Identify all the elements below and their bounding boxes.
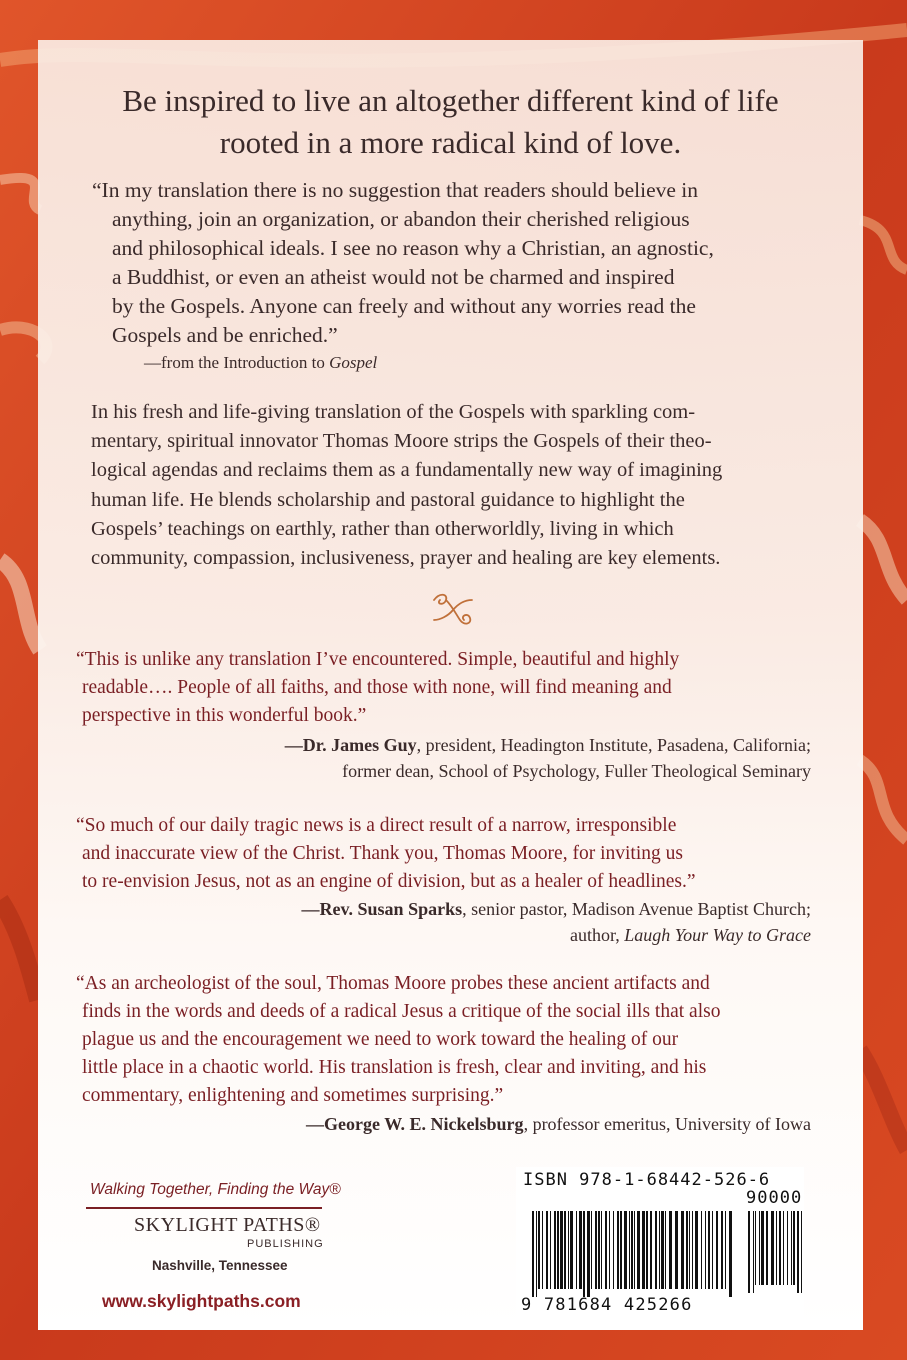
barcode-bar	[587, 1211, 590, 1297]
barcode-bar	[695, 1211, 698, 1289]
barcode-bar	[708, 1211, 710, 1289]
barcode-bar	[560, 1211, 563, 1289]
headline-line-2: rooted in a more radical kind of love.	[219, 125, 682, 160]
quote-line: a Buddhist, or even an atheist would not be charmed and inspired	[112, 265, 675, 289]
endorser-name: George W. E. Nickelsburg	[324, 1114, 524, 1134]
publisher-website-link[interactable]: www.skylightpaths.com	[102, 1291, 301, 1311]
barcode-bar	[771, 1211, 774, 1285]
endorsement-line: commentary, enlightening and sometimes surprising.”	[82, 1085, 504, 1106]
attr-dash: —	[306, 1114, 325, 1134]
barcode-bar	[755, 1211, 756, 1285]
endorsement-line: finds in the words and deeds of a radical Jesus a critique of the social ills that also	[82, 1001, 721, 1022]
barcode-bar	[613, 1211, 614, 1289]
barcode-bar	[542, 1211, 543, 1289]
barcode-bar	[725, 1211, 726, 1289]
barcode-bar	[601, 1211, 602, 1289]
barcode-bar	[761, 1211, 764, 1285]
price-barcode	[748, 1211, 802, 1293]
endorser-name: Rev. Susan Sparks	[319, 899, 463, 919]
barcode-bar	[686, 1211, 688, 1289]
barcode-bar	[609, 1211, 610, 1289]
barcode-bar	[605, 1211, 607, 1289]
barcode-bar	[637, 1211, 640, 1289]
headline	[38, 80, 863, 164]
quote-line: Gospels and be enriched.”	[112, 323, 338, 347]
ean-barcode	[532, 1211, 732, 1297]
endorser-title-2: former dean, School of Psychology, Fuller Theological Seminary	[342, 761, 811, 781]
publisher-divider	[86, 1207, 322, 1209]
publisher-logo-name: SKYLIGHT PATHS®	[134, 1214, 321, 1236]
barcode-bar	[701, 1211, 702, 1289]
quote-source	[144, 353, 377, 373]
quote-source-prefix: —from the Introduction to	[144, 353, 330, 372]
introduction-quote	[92, 176, 792, 350]
barcode-bar	[692, 1211, 693, 1289]
endorsement-line: to re-envision Jesus, not as an engine of division, but as a healer of headlines.”	[82, 871, 696, 892]
barcode-bar	[568, 1211, 569, 1289]
barcode-bar	[624, 1211, 627, 1289]
description-line: human life. He blends scholarship and pastoral guidance to highlight the	[91, 488, 685, 511]
barcode-bar	[793, 1211, 795, 1285]
endorsement-line: little place in a chaotic world. His translation is fresh, clear and inviting, and his	[82, 1057, 707, 1078]
barcode-bar	[536, 1211, 537, 1297]
barcode-bar	[801, 1211, 802, 1293]
description-line: logical agendas and reclaims them as a fundamentally new way of imagining	[91, 459, 723, 482]
barcode-bar	[650, 1211, 652, 1289]
description-line: Gospels’ teachings on earthly, rather than otherworldly, living in which	[91, 517, 674, 540]
publisher-logo-sub: PUBLISHING	[247, 1238, 324, 1250]
barcode-bar	[729, 1211, 732, 1297]
book-description	[91, 398, 811, 573]
endorsement-line: perspective in this wonderful book.”	[82, 705, 367, 726]
barcode-bar	[753, 1211, 754, 1293]
endorser-title: , professor emeritus, University of Iowa	[523, 1114, 811, 1134]
barcode-bar	[595, 1211, 597, 1289]
description-line: mentary, spiritual innovator Thomas Moore strips the Gospels of their theo-	[91, 430, 712, 453]
barcode-bar	[570, 1211, 573, 1289]
barcode-bar	[661, 1211, 664, 1289]
quote-line: and philosophical ideals. I see no reason why a Christian, an agnostic,	[112, 236, 714, 260]
barcode-bar	[546, 1211, 548, 1289]
barcode-bar	[665, 1211, 666, 1289]
endorser-title: , president, Headington Institute, Pasadena, California;	[416, 735, 811, 755]
flourish-ornament-icon	[430, 590, 476, 630]
barcode-bar	[766, 1211, 768, 1285]
barcode-bar	[564, 1211, 566, 1289]
endorsement-1	[76, 646, 806, 730]
barcode-bar	[579, 1211, 582, 1289]
barcode-bar	[783, 1211, 784, 1285]
barcode-bar	[748, 1211, 750, 1293]
barcode-bar	[659, 1211, 660, 1289]
description-line: In his fresh and life-giving translation of the Gospels with sparkling com-	[91, 401, 696, 423]
quote-line: anything, join an organization, or abandon their cherished religious	[112, 207, 690, 231]
endorsement-line: “So much of our daily tragic news is a direct result of a narrow, irresponsible	[76, 815, 677, 836]
barcode-bar	[791, 1211, 792, 1285]
barcode-bar	[705, 1211, 706, 1289]
barcode-bar	[655, 1211, 657, 1289]
barcode-bar	[631, 1211, 633, 1289]
barcode-bar	[620, 1211, 622, 1289]
barcode-bar	[532, 1211, 534, 1297]
quote-line: by the Gospels. Anyone can freely and without any worries read the	[112, 294, 696, 318]
headline-line-1: Be inspired to live an altogether different kind of life	[122, 83, 779, 118]
barcode-bar	[576, 1211, 577, 1289]
description-line: community, compassion, inclusiveness, prayer and healing are key elements.	[91, 547, 721, 570]
barcode-bar	[669, 1211, 672, 1289]
publisher-city: Nashville, Tennessee	[152, 1258, 288, 1273]
endorsement-line: and inaccurate view of the Christ. Thank you, Thomas Moore, for inviting us	[82, 843, 683, 864]
publisher-tagline: Walking Together, Finding the Way®	[90, 1181, 341, 1198]
barcode-bar	[675, 1211, 678, 1289]
barcode-bar	[712, 1211, 713, 1289]
endorsement-1-attribution	[285, 732, 811, 784]
barcode-bar	[538, 1211, 540, 1289]
barcode-bar	[583, 1211, 585, 1297]
barcode-bar	[554, 1211, 556, 1289]
barcode-bar	[598, 1211, 600, 1289]
price-code: 90000	[746, 1188, 803, 1208]
barcode-bar	[779, 1211, 781, 1285]
barcode-bar	[646, 1211, 648, 1289]
barcode-bar	[681, 1211, 684, 1289]
attr-dash: —	[284, 735, 303, 755]
barcode-bar	[716, 1211, 718, 1289]
endorsement-line: readable…. People of all faiths, and those with none, will find meaning and	[82, 677, 672, 698]
barcode-bar	[634, 1211, 635, 1289]
endorser-name: Dr. James Guy	[302, 735, 417, 755]
barcode-bar	[629, 1211, 630, 1289]
quote-source-title: Gospel	[329, 353, 378, 372]
endorser-title: , senior pastor, Madison Avenue Baptist Church;	[462, 899, 811, 919]
barcode-bar	[759, 1211, 760, 1285]
barcode-bar	[591, 1211, 592, 1289]
attr-dash: —	[301, 899, 320, 919]
barcode-bar	[721, 1211, 723, 1289]
endorsement-2-attribution	[302, 896, 811, 948]
endorser-title-2: author,	[570, 925, 625, 945]
endorser-book-title: Laugh Your Way to Grace	[624, 925, 811, 945]
endorsement-line: plague us and the encouragement we need to work toward the healing of our	[82, 1029, 679, 1050]
barcode-bar	[689, 1211, 690, 1289]
ean-digits: 9 781684 425266	[521, 1295, 693, 1315]
barcode-bar	[787, 1211, 788, 1285]
barcode-bar	[617, 1211, 619, 1289]
barcode-bar	[550, 1211, 551, 1289]
endorsement-3	[76, 970, 806, 1110]
barcode-bar	[797, 1211, 799, 1293]
endorsement-line: “As an archeologist of the soul, Thomas Moore probes these ancient artifacts and	[76, 973, 710, 994]
barcode-bar	[557, 1211, 559, 1289]
isbn-text: ISBN 978-1-68442-526-6	[523, 1170, 771, 1190]
quote-line: “In my translation there is no suggestion that readers should believe in	[92, 178, 699, 202]
endorsement-2	[76, 812, 806, 896]
barcode-bar	[642, 1211, 645, 1289]
barcode-bar	[776, 1211, 777, 1285]
endorsement-line: “This is unlike any translation I’ve encountered. Simple, beautiful and highly	[76, 649, 680, 670]
endorsement-3-attribution	[306, 1111, 811, 1137]
